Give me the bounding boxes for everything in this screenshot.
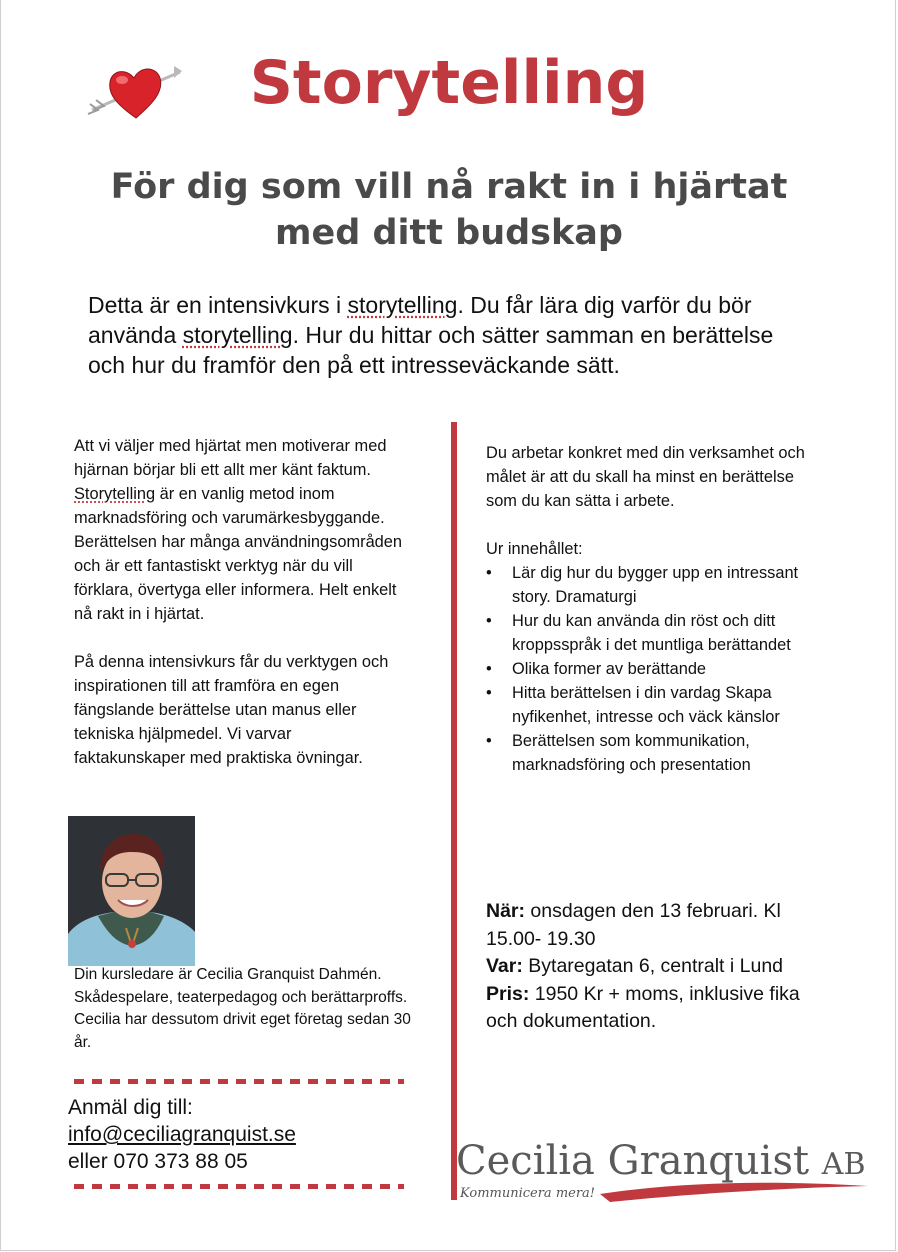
right-paragraph-1: Du arbetar konkret med din verksamhet och målet är att du skall ha minst en berättelse som du kan sätta i arbete. <box>486 444 805 510</box>
intro-text-2: . Du får lära dig varför du bör använda <box>88 292 752 348</box>
dashed-divider-bottom <box>74 1184 404 1189</box>
left-text-1b: är en vanlig metod inom marknadsföring och varumärkesbyggande. Berättelsen har många användningsområden och är ett fantastiskt verktyg när du vill förklara, övertyga eller informera. Helt enkelt nå rakt in i hjärtat. <box>74 485 403 623</box>
logo-suffix: AB <box>821 1147 866 1182</box>
list-item: • Hitta berättelsen i din vardag Skapa nyfikenhet, intresse och väck känslor <box>486 681 816 729</box>
intro-text-1: Detta är en intensivkurs i <box>88 292 348 318</box>
list-item: • Olika former av berättande <box>486 657 816 681</box>
list-heading: Ur innehållet: <box>486 540 583 558</box>
price-row <box>486 981 816 1036</box>
email-link[interactable]: info@ceciliagranquist.se <box>68 1123 296 1146</box>
intro-paragraph <box>88 290 808 380</box>
when-value: onsdagen den 13 februari. Kl 15.00- 19.30 <box>486 900 781 950</box>
spacer <box>486 513 816 537</box>
where-value: Bytaregatan 6, centralt i Lund <box>522 955 784 977</box>
when-label: När: <box>486 900 526 922</box>
right-column <box>486 441 816 777</box>
signup-phone: eller 070 373 88 05 <box>68 1150 248 1173</box>
left-paragraph-2: På denna intensivkurs får du verktygen och inspirationen till att framföra en egen fängslande berättelse utan manus eller tekniska hjälpmedel. Vi varvar faktakunskaper med praktiska övningar. <box>74 653 389 767</box>
left-keyword: Storytelling <box>74 485 156 503</box>
left-paragraph-1 <box>74 434 404 626</box>
content-list <box>486 561 816 777</box>
list-item: • Berättelsen som kommunikation, marknadsföring och presentation <box>486 729 816 777</box>
logo-swoosh-icon <box>600 1176 870 1206</box>
logo-tagline: Kommunicera mera! <box>460 1186 596 1201</box>
list-item: • Hur du kan använda din röst och ditt kroppsspråk i det muntliga berättandet <box>486 609 816 657</box>
left-column <box>74 434 404 794</box>
intro-text-3: . Hur du hittar och sätter samman en berättelse och hur du framför den på ett intresseväckande sätt. <box>88 322 774 378</box>
subtitle-line-1: För dig som vill nå rakt in i hjärtat <box>110 167 788 207</box>
where-row <box>486 953 816 981</box>
list-item: • Lär dig hur du bygger upp en intressant story. Dramaturgi <box>486 561 816 609</box>
signup-heading: Anmäl dig till: <box>68 1096 193 1119</box>
practical-info <box>486 898 816 1036</box>
vertical-divider <box>451 422 457 1200</box>
intro-keyword-2: storytelling <box>182 322 293 348</box>
when-row <box>486 898 816 953</box>
dashed-divider-top <box>74 1079 404 1084</box>
price-label: Pris: <box>486 982 530 1005</box>
page-title: Storytelling <box>249 48 649 118</box>
logo-name: Cecilia Granquist <box>456 1138 810 1184</box>
subtitle-line-2: med ditt budskap <box>275 213 623 253</box>
where-label: Var: <box>486 955 523 977</box>
intro-keyword-1: storytelling <box>347 292 458 318</box>
signup-block <box>68 1094 408 1175</box>
subtitle <box>60 164 838 256</box>
instructor-caption: Din kursledare är Cecilia Granquist Dahmén. Skådespelare, teaterpedagog och berättarproffs. Cecilia har dessutom drivit eget företag sedan 30 år. <box>74 966 411 1051</box>
instructor-photo <box>68 816 195 966</box>
left-text-1a: Att vi väljer med hjärtat men motiverar med hjärnan börjar bli ett allt mer känt faktum. <box>74 437 387 479</box>
price-value: 1950 Kr + moms, inklusive fika och dokumentation. <box>486 982 800 1032</box>
